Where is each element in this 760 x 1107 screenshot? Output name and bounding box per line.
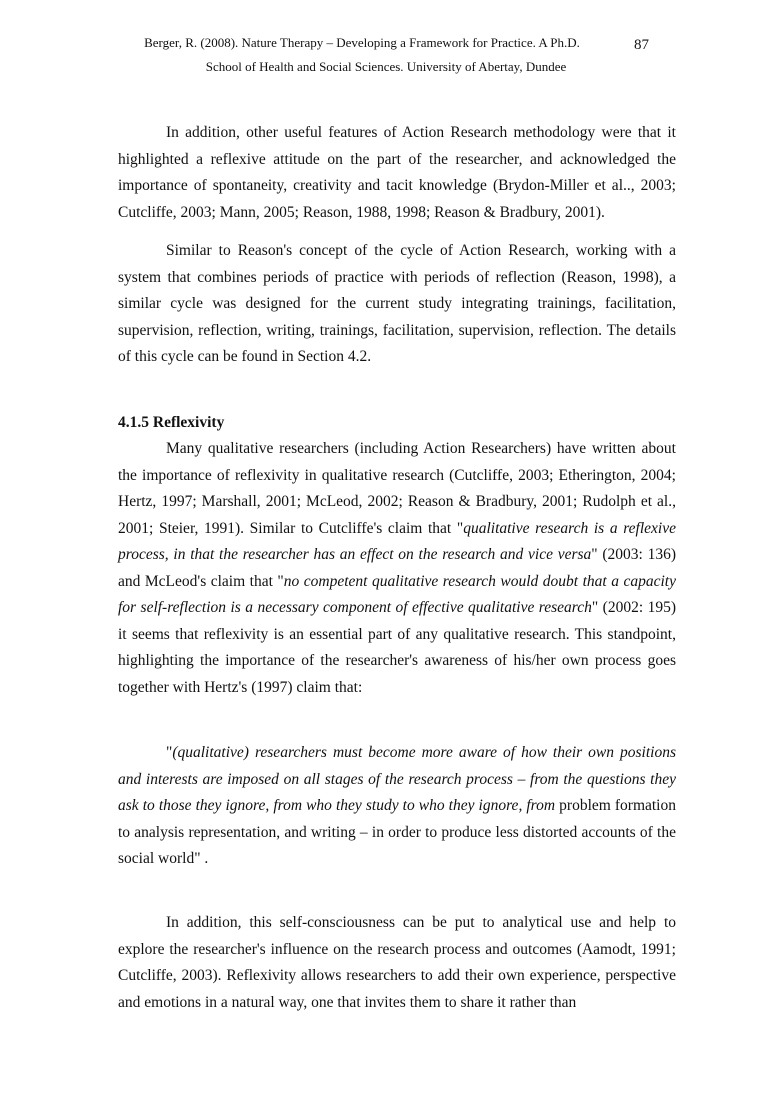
- quote-hertz-rest: problem formation to analysis representation, and writing – in order to produce less distorted accounts of the social world" .: [118, 797, 676, 867]
- text-segment: Many qualitative researchers (including Action Researchers) have written about the importance of reflexivity in qualitative research (Cutcliffe, 2003; Etherington, 2004; Hertz, 1997; Marshall, 2001; McLeod, 2002; Reason & Bradbury, 2001; Rudolph et al., 2001; Steier, 1991). Similar to Cutcliffe's claim that ": [118, 440, 676, 537]
- header-citation: Berger, R. (2008). Nature Therapy – Developing a Framework for Practice. A Ph.D.: [144, 35, 580, 50]
- quote-hertz-italic: (qualitative) researchers must become more aware of how their own positions and interests are imposed on all stages of the research process – from the questions they ask to those they ignore, from who they study to who they ignore, from: [118, 744, 676, 814]
- header-institution: School of Health and Social Sciences. University of Abertay, Dundee: [205, 59, 567, 74]
- block-quote-hertz: [118, 740, 676, 873]
- paragraph-action-research-features: In addition, other useful features of Action Research methodology were that it highlighted a reflexive attitude on the part of the researcher, and acknowledged the importance of spontaneity, creativity and tacit knowledge (Brydon-Miller et al.., 2003; Cutcliffe, 2003; Mann, 2005; Reason, 1988, 1998; Reason & Bradbury, 2001).: [118, 124, 676, 221]
- page-number: 87: [634, 37, 649, 53]
- paragraph-reflection-cycle: Similar to Reason's concept of the cycle of Action Research, working with a system that combines periods of practice with periods of reflection (Reason, 1998), a similar cycle was designed for the current study integrating trainings, facilitation, supervision, reflection, writing, trainings, facilitation, supervision, reflection. The details of this cycle can be found in Section 4.2.: [118, 242, 676, 365]
- quote-cutcliffe: qualitative research is a reflexive process, in that the researcher has an effect on the research and vice versa: [118, 519, 676, 563]
- paragraph-self-consciousness: In addition, this self-consciousness can be put to analytical use and help to explore the researcher's influence on the research process and outcomes (Aamodt, 1991; Cutcliffe, 2003). Reflexivity allows researchers to add their own experience, perspective and emotions in a natural way, one that invites them to share it rather than: [118, 914, 676, 1011]
- quote-mcleod: no competent qualitative research would doubt that a capacity for self-reflection is a necessary component of effective qualitative research: [118, 572, 676, 616]
- text-segment: " (2002: 195) it seems that reflexivity is an essential part of any qualitative research. This standpoint, highlighting the importance of the researcher's awareness of his/her own process goes together with Hertz's (1997) claim that:: [118, 599, 676, 696]
- text-segment: " (2003: 136) and McLeod's claim that ": [118, 546, 676, 590]
- section-heading: 4.1.5 Reflexivity: [118, 414, 225, 431]
- paragraph-reflexivity: [118, 436, 676, 701]
- quote-open-mark: ": [166, 744, 173, 761]
